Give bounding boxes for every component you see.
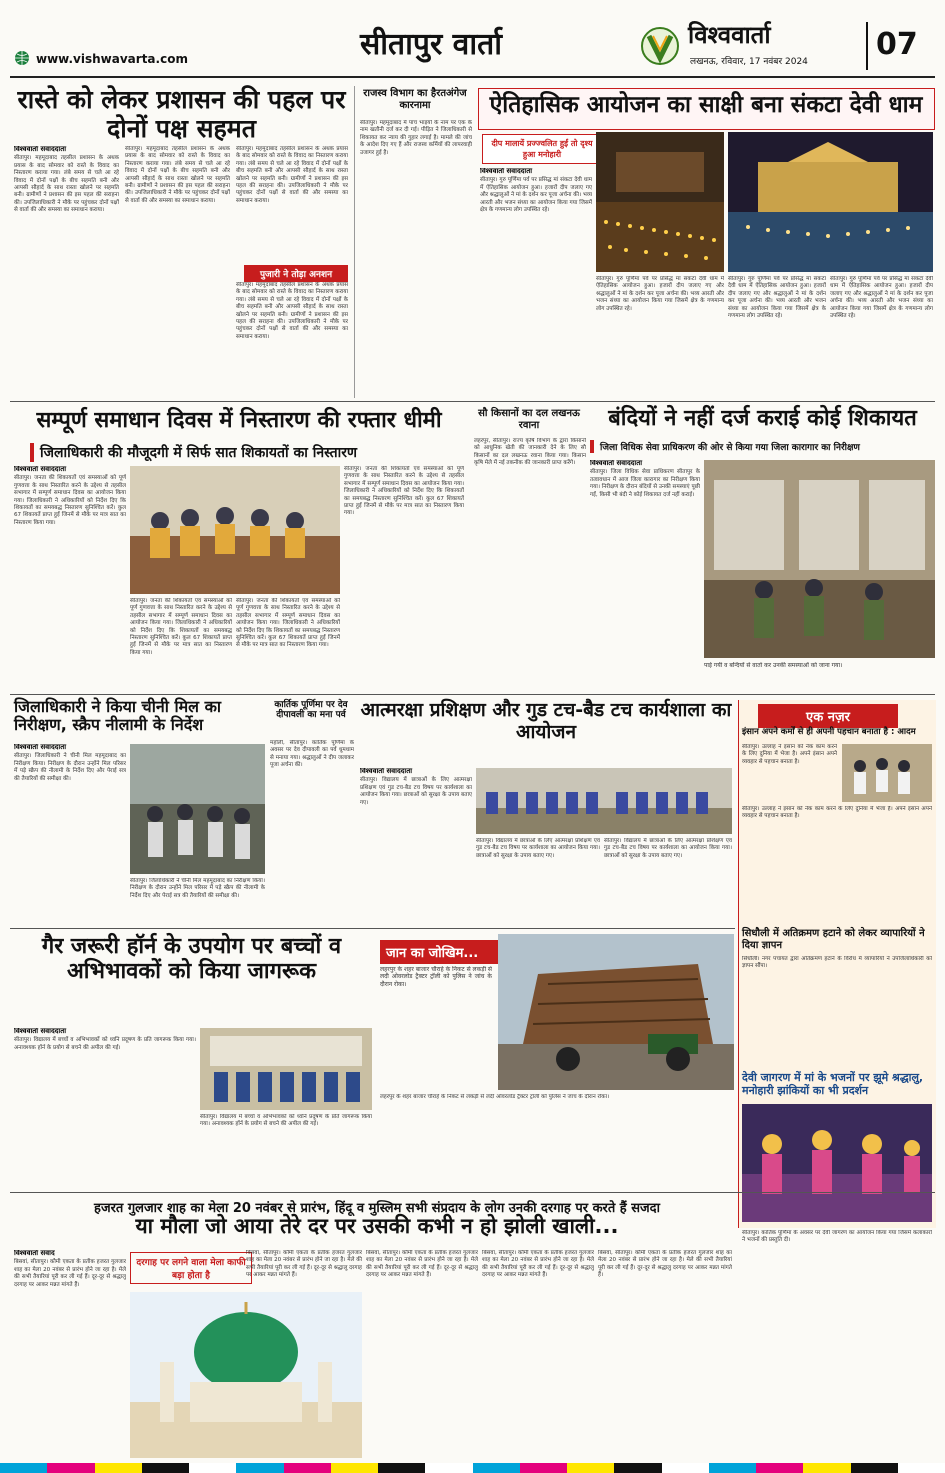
story9-body-col2 [476,838,600,924]
story11-label: जान का जोखिम... [380,940,504,964]
story1-body-col2 [125,146,230,396]
story6-headline: बंदियों ने नहीं दर्ज कराई कोई शिकायत [608,406,917,431]
story11-body: लहरपुर के शहर बाजार चौराहे के निकट से लकड़ी से लदी ओवरलोड ट्रैक्टर ट्रॉली को पुलिस ने जांच के दौरान रोका। [380,966,492,988]
story1-subhead: पुजारी ने तोड़ा अनशन [244,265,348,282]
story3-byline: विश्ववार्ता संवाददाता [480,168,533,175]
banner-text-d: बिसवां, सीतापुर। कौमी एकता के प्रतीक हजरत गुलजार शाह का मेला 20 नवंबर से प्रारंभ होने जा रहा है। मेले की सभी तैयारियां पूरी कर ली गई हैं। दूर-दूर से श्रद्धालु दरगाह पर आकर मन्नत मांगते हैं। [482,1250,594,1279]
ek-nazar-photo [842,744,932,802]
story3-photo-lamps [596,132,724,272]
story3-text-c: सीतापुर। गुरु पूर्णिमा पर्व पर प्रसिद्ध मां संकटा देवी धाम में ऐतिहासिक आयोजन हुआ। हजारों दीप जलाए गए और श्रद्धालुओं ने मां के दर्शन कर पूजा अर्चना की। भव्य आरती और भजन संध्या का आयोजन किया गया जिसमें क्षेत्र के गणमान्य लोग उपस्थित रहे। [728,276,826,320]
story4-text-d: सीतापुर। जनता की शिकायतों एवं समस्याओं को पूर्ण गुणवत्ता के साथ निस्तारित करने के उद्देश्य से तहसील सभागार में सम्पूर्ण समाधान दिवस का आयोजन किया गया। जिलाधिकारी ने अधिकारियों को निर्देश दिए कि शिकायतों का समयबद्ध निस्तारण सुनिश्चित करें। कुल 67 शिकायतें प्राप्त हुईं जिनमें से मौके पर मात्र सात का निस्तारण किया गया। [344,466,464,517]
banner-body-col2 [246,1250,362,1288]
story1-body-col3 [236,146,348,261]
website-url[interactable]: www.vishwavarta.com [36,52,188,66]
story6-caption: पाई गयी व बन्दियों से वार्ता कर उनकी समस्याओं को जाना गया। [704,662,843,669]
story4-body-col2 [130,598,232,690]
brand-logo-icon [640,26,680,66]
ek-nazar-body: सीतापुर। उल्लाह ने इंसान को नेक काम करने के लिए दुनिया में भेजा है। अपने इंसान अपने व्यवहार से पहचान बनाता है। [742,744,837,765]
story1-headline: रास्ते को लेकर प्रशासन की पहल पर दोनों पक्ष सहमत [17,85,346,143]
story3-photo-temple [728,132,933,272]
story4-text-c: सीतापुर। जनता की शिकायतों एवं समस्याओं को पूर्ण गुणवत्ता के साथ निस्तारित करने के उद्देश्य से तहसील सभागार में सम्पूर्ण समाधान दिवस का आयोजन किया गया। जिलाधिकारी ने अधिकारियों को निर्देश दिए कि शिकायतों का समयबद्ध निस्तारण सुनिश्चित करें। कुल 67 शिकायतें प्राप्त हुईं जिनमें से मौके पर मात्र सात का निस्तारण किया गया। [236,598,340,649]
story4-text-a: सीतापुर। जनता की शिकायतों एवं समस्याओं को पूर्ण गुणवत्ता के साथ निस्तारित करने के उद्देश्य से तहसील सभागार में सम्पूर्ण समाधान दिवस का आयोजन किया गया। जिलाधिकारी ने अधिकारियों को निर्देश दिए कि शिकायतों का समयबद्ध निस्तारण सुनिश्चित करें। कुल 67 शिकायतें प्राप्त हुईं जिनमें से मौके पर मात्र सात का निस्तारण किया गया। [14,475,126,526]
ek-nazar-body3: सीतापुर। कार्तिक पूर्णिमा के अवसर पर देवी जागरण का आयोजन किया गया जिसमें कलाकारों ने भजनों की प्रस्तुति दी। [742,1230,932,1244]
brand-name: विश्ववार्ता [688,21,771,49]
story6-byline: विश्ववार्ता संवाददाता [590,460,643,467]
story4-body-col4 [344,466,464,690]
ek-nazar-headline3: देवी जागरण में मां के भजनों पर झूमे श्रद्धालु, मनोहारी झांकियों का भी प्रदर्शन [742,1071,924,1097]
story10-body-col2 [200,1114,372,1188]
story3-text-a: सीतापुर। गुरु पूर्णिमा पर्व पर प्रसिद्ध मां संकटा देवी धाम में ऐतिहासिक आयोजन हुआ। हजारों दीप जलाए गए और श्रद्धालुओं ने मां के दर्शन कर पूजा अर्चना की। भव्य आरती और भजन संध्या का आयोजन किया गया जिसमें क्षेत्र के गणमान्य लोग उपस्थित रहे। [480,177,592,214]
ek-nazar-headline: इंसान अपने कर्मों से ही अपनी पहचान बनाता है : आदम [742,727,916,737]
story7-photo-sugarmill [130,744,265,874]
story11-photo-tractor [498,934,734,1090]
section-rule-1 [10,401,935,402]
story5-text: लहरपुर, सीतापुर। राज्य कृषि विभाग के द्वारा किसानों को आधुनिक खेती की जानकारी देने के लिए सौ किसानों का दल लखनऊ रवाना किया गया। किसान कृषि मेले में नई तकनीक की जानकारी प्राप्त करेंगे। [474,438,586,467]
banner-kicker: हजरत गुलजार शाह का मेला 20 नवंबर से प्रारंभ, हिंदू व मुस्लिम सभी संप्रदाय के लोग उनकी दरगाह पर करते हैं सजदा [94,1201,660,1216]
section-rule-4 [10,1192,935,1193]
banner-photo-dargah [130,1292,362,1458]
banner-text-a: बिसवां, सीतापुर। कौमी एकता के प्रतीक हजरत गुलजार शाह का मेला 20 नवंबर से प्रारंभ होने जा रहा है। मेले की सभी तैयारियां पूरी कर ली गई हैं। दूर-दूर से श्रद्धालु दरगाह पर आकर मन्नत मांगते हैं। [14,1259,126,1288]
story10-headline: गैर जरूरी हॉर्न के उपयोग पर बच्चों व अभिभावकों को किया जागरूक [41,934,342,985]
ek-nazar-headline2: सिधौली में अतिक्रमण हटाने को लेकर व्यापारियों ने दिया ज्ञापन [742,928,925,951]
banner-byline: विश्ववार्ता संवाद [14,1250,55,1257]
story9-body-col3 [604,838,732,924]
section-title: सीतापुर वार्ता [360,27,502,62]
banner-body [14,1250,126,1458]
story1-text-a: सीतापुर। महमूदाबाद तहसील प्रशासन के अथक प्रयास के बाद सोमवार को रास्ते के विवाद का निस्तारण कराया गया। लंबे समय से चले आ रहे विवाद में दोनों पक्षों के बीच सहमति बनी और आपसी सौहार्द के साथ रास्ता खोलने पर सहमति बनी। ग्रामीणों ने प्रशासन की इस पहल की सराहना की। उपजिलाधिकारी ने मौके पर पहुंचकर दोनों पक्षों से वार्ता की और समस्या का समाधान कराया। [14,155,119,214]
story6-body [590,460,700,690]
story8-text: महोली, सीतापुर। कार्तिक पूर्णिमा के अवसर पर देव दीपावली का पर्व धूमधाम से मनाया गया। श्रद्धालुओं ने दीप जलाकर पूजा अर्चना की। [270,740,354,769]
story6-photo-jail [704,460,935,658]
story3-body [480,168,592,396]
story1-text-c: सीतापुर। महमूदाबाद तहसील प्रशासन के अथक प्रयास के बाद सोमवार को रास्ते के विवाद का निस्तारण कराया गया। लंबे समय से चले आ रहे विवाद में दोनों पक्षों के बीच सहमति बनी और आपसी सौहार्द के साथ रास्ता खोलने पर सहमति बनी। ग्रामीणों ने प्रशासन की इस पहल की सराहना की। उपजिलाधिकारी ने मौके पर पहुंचकर दोनों पक्षों से वार्ता की और समस्या का समाधान कराया। [236,146,348,204]
story1-byline: विश्ववार्ता संवाददाता [14,146,67,153]
story10-text-a: सीतापुर। विद्यालय में बच्चों व अभिभावकों को ध्वनि प्रदूषण के प्रति जागरूक किया गया। अनावश्यक हॉर्न के प्रयोग से बचने की अपील की गई। [14,1037,196,1051]
banner-body-col4 [482,1250,594,1458]
story3-body-col3 [728,276,826,396]
col-rule [354,86,355,398]
masthead [0,0,945,78]
ek-nazar-label: एक नज़र [758,704,898,728]
story4-body [14,466,126,690]
story9-headline: आत्मरक्षा प्रशिक्षण और गुड टच-बैड टच कार्यशाला का आयोजन [360,699,732,743]
banner-text-e: बिसवां, सीतापुर। कौमी एकता के प्रतीक हजरत गुलजार शाह का मेला 20 नवंबर से प्रारंभ होने जा रहा है। मेले की सभी तैयारियां पूरी कर ली गई हैं। दूर-दूर से श्रद्धालु दरगाह पर आकर मन्नत मांगते हैं। [598,1250,732,1279]
story3-text-d: सीतापुर। गुरु पूर्णिमा पर्व पर प्रसिद्ध मां संकटा देवी धाम में ऐतिहासिक आयोजन हुआ। हजारों दीप जलाए गए और श्रद्धालुओं ने मां के दर्शन कर पूजा अर्चना की। भव्य आरती और भजन संध्या का आयोजन किया गया जिसमें क्षेत्र के गणमान्य लोग उपस्थित रहे। [830,276,933,320]
story11-body-b: लहरपुर के शहर बाजार चौराहे के निकट से लकड़ी से लदी ओवरलोड ट्रैक्टर ट्रॉली को पुलिस ने जांच के दौरान रोका। [380,1094,610,1100]
story1-body [14,146,119,396]
ek-nazar-body-b: सीतापुर। उल्लाह ने इंसान को नेक काम करने के लिए दुनिया में भेजा है। अपने इंसान अपने व्यवहार से पहचान बनाता है। [742,806,932,820]
story7-text-a: सीतापुर। जिलाधिकारी ने चीनी मिल महमूदाबाद का निरीक्षण किया। निरीक्षण के दौरान उन्होंने मिल परिसर में पड़े स्क्रैप की नीलामी के निर्देश दिए और पेराई सत्र की तैयारियों की समीक्षा की। [14,753,126,782]
story4-headline: सम्पूर्ण समाधान दिवस में निस्तारण की रफ्तार धीमी [36,408,442,433]
story4-subhead: जिलाधिकारी की मौजूदगी में सिर्फ सात शिकायतों का निस्तारण [30,443,480,462]
banner-caption: दरगाह पर लगने वाला मेला काफी बड़ा होता है [130,1252,252,1284]
story6-text-a: सीतापुर। जिला विधिक सेवा प्राधिकरण सीतापुर के तत्वावधान में आज जिला कारागार का निरीक्षण किया गया। निरीक्षण के दौरान बंदियों से उनकी समस्याएं पूछी गईं, किसी भी बंदी ने कोई शिकायत दर्ज नहीं कराई। [590,469,700,498]
section-rule-2 [10,694,935,695]
ek-nazar-photo-jagran [742,1104,932,1222]
globe-icon [14,50,30,66]
story3-text-b: सीतापुर। गुरु पूर्णिमा पर्व पर प्रसिद्ध मां संकटा देवी धाम में ऐतिहासिक आयोजन हुआ। हजारों दीप जलाए गए और श्रद्धालुओं ने मां के दर्शन कर पूजा अर्चना की। भव्य आरती और भजन संध्या का आयोजन किया गया जिसमें क्षेत्र के गणमान्य लोग उपस्थित रहे। [596,276,724,312]
story8-body [270,740,354,924]
story6-subhead: जिला विधिक सेवा प्राधिकरण की ओर से किया गया जिला कारागार का निरीक्षण [590,440,945,453]
story5-body [474,438,586,690]
story2-headline: राजस्व विभाग का हैरतअंगेज कारनामा [363,88,467,111]
story5-headline: सौ किसानों का दल लखनऊ रवाना [478,408,580,431]
story2-text: सीतापुर। महमूदाबाद में पांच भाइयों के नाम पर एक के नाम खतौनी दर्ज कर दी गई। पीड़ित ने जिलाधिकारी से शिकायत कर न्याय की गुहार लगाई है। मामले की जांच के आदेश दिए गए हैं और राजस्व कर्मियों की लापरवाही उजागर हुई है। [360,120,472,156]
story3-caption: दीप मालायें प्रज्ज्वलित हुईं तो दृश्य हुआ मनोहारी [482,134,602,164]
story10-byline: विश्ववार्ता संवाददाता [14,1028,67,1035]
banner-body-col3 [366,1250,478,1458]
masthead-rule [10,76,935,78]
story3-body-col4 [830,276,933,396]
registration-marks [0,1463,945,1473]
story9-byline: विश्ववार्ता संवाददाता [360,768,413,775]
story1-text-b: सीतापुर। महमूदाबाद तहसील प्रशासन के अथक प्रयास के बाद सोमवार को रास्ते के विवाद का निस्तारण कराया गया। लंबे समय से चले आ रहे विवाद में दोनों पक्षों के बीच सहमति बनी और आपसी सौहार्द के साथ रास्ता खोलने पर सहमति बनी। ग्रामीणों ने प्रशासन की इस पहल की सराहना की। उपजिलाधिकारी ने मौके पर पहुंचकर दोनों पक्षों से वार्ता की और समस्या का समाधान कराया। [125,146,230,204]
ek-nazar-body2: सिधौली। नगर पंचायत द्वारा अतिक्रमण हटाने के विरोध में व्यापारियों ने उपजिलाधिकारी को ज्ञापन सौंपा। [742,956,932,970]
story7-byline: विश्ववार्ता संवाददाता [14,744,67,751]
story4-photo-meeting [130,466,340,594]
story1-body-col3b [236,282,348,397]
story9-text-a: सीतापुर। विद्यालय में छात्राओं के लिए आत्मरक्षा प्रशिक्षण एवं गुड टच-बैड टच विषय पर कार्यशाला का आयोजन किया गया। छात्राओं को सुरक्षा के उपाय बताए गए। [360,777,472,806]
story9-text-b: सीतापुर। विद्यालय में छात्राओं के लिए आत्मरक्षा प्रशिक्षण एवं गुड टच-बैड टच विषय पर कार्यशाला का आयोजन किया गया। छात्राओं को सुरक्षा के उपाय बताए गए। [476,838,600,859]
story7-body-col2 [130,878,265,924]
story9-photo-school [476,768,732,834]
story7-text-b: सीतापुर। जिलाधिकारी ने चीनी मिल महमूदाबाद का निरीक्षण किया। निरीक्षण के दौरान उन्होंने मिल परिसर में पड़े स्क्रैप की नीलामी के निर्देश दिए और पेराई सत्र की तैयारियों की समीक्षा की। [130,878,265,899]
story4-byline: विश्ववार्ता संवाददाता [14,466,67,473]
story9-body [360,768,472,924]
story4-text-b: सीतापुर। जनता की शिकायतों एवं समस्याओं को पूर्ण गुणवत्ता के साथ निस्तारित करने के उद्देश्य से तहसील सभागार में सम्पूर्ण समाधान दिवस का आयोजन किया गया। जिलाधिकारी ने अधिकारियों को निर्देश दिए कि शिकायतों का समयबद्ध निस्तारण सुनिश्चित करें। कुल 67 शिकायतें प्राप्त हुईं जिनमें से मौके पर मात्र सात का निस्तारण किया गया। [130,598,232,656]
page-number-divider [866,22,868,70]
story7-body [14,744,126,924]
story2-body [360,120,472,396]
story7-headline: जिलाधिकारी ने किया चीनी मिल का निरीक्षण, स्क्रैप नीलामी के निर्देश [14,697,222,735]
banner-headline: या मौला जो आया तेरे दर पर उसकी कभी न हो झोली खाली... [135,1214,619,1238]
story3-body-col2 [596,276,724,396]
page-number: 07 [876,27,918,62]
banner-body-col5 [598,1250,732,1458]
story1-text-d: सीतापुर। महमूदाबाद तहसील प्रशासन के अथक प्रयास के बाद सोमवार को रास्ते के विवाद का निस्तारण कराया गया। लंबे समय से चले आ रहे विवाद में दोनों पक्षों के बीच सहमति बनी और आपसी सौहार्द के साथ रास्ता खोलने पर सहमति बनी। ग्रामीणों ने प्रशासन की इस पहल की सराहना की। उपजिलाधिकारी ने मौके पर पहुंचकर दोनों पक्षों से वार्ता की और समस्या का समाधान कराया। [236,282,348,340]
story8-headline: कार्तिक पूर्णिमा पर देव दीपावली का मना पर्व [274,700,348,721]
story10-photo-classroom [200,1028,372,1110]
story10-body [14,1028,196,1188]
story10-text-b: सीतापुर। विद्यालय में बच्चों व अभिभावकों को ध्वनि प्रदूषण के प्रति जागरूक किया गया। अनावश्यक हॉर्न के प्रयोग से बचने की अपील की गई। [200,1114,372,1128]
story3-headline: ऐतिहासिक आयोजन का साक्षी बना संकटा देवी धाम [489,92,923,118]
banner-text-b: बिसवां, सीतापुर। कौमी एकता के प्रतीक हजरत गुलजार शाह का मेला 20 नवंबर से प्रारंभ होने जा रहा है। मेले की सभी तैयारियां पूरी कर ली गई हैं। दूर-दूर से श्रद्धालु दरगाह पर आकर मन्नत मांगते हैं। [246,1250,362,1279]
story4-body-col3 [236,598,340,690]
dateline: लखनऊ, रविवार, 17 नवंबर 2024 [690,57,808,67]
banner-text-c: बिसवां, सीतापुर। कौमी एकता के प्रतीक हजरत गुलजार शाह का मेला 20 नवंबर से प्रारंभ होने जा रहा है। मेले की सभी तैयारियां पूरी कर ली गई हैं। दूर-दूर से श्रद्धालु दरगाह पर आकर मन्नत मांगते हैं। [366,1250,478,1279]
story9-text-c: सीतापुर। विद्यालय में छात्राओं के लिए आत्मरक्षा प्रशिक्षण एवं गुड टच-बैड टच विषय पर कार्यशाला का आयोजन किया गया। छात्राओं को सुरक्षा के उपाय बताए गए। [604,838,732,859]
section-rule-3 [10,928,735,929]
